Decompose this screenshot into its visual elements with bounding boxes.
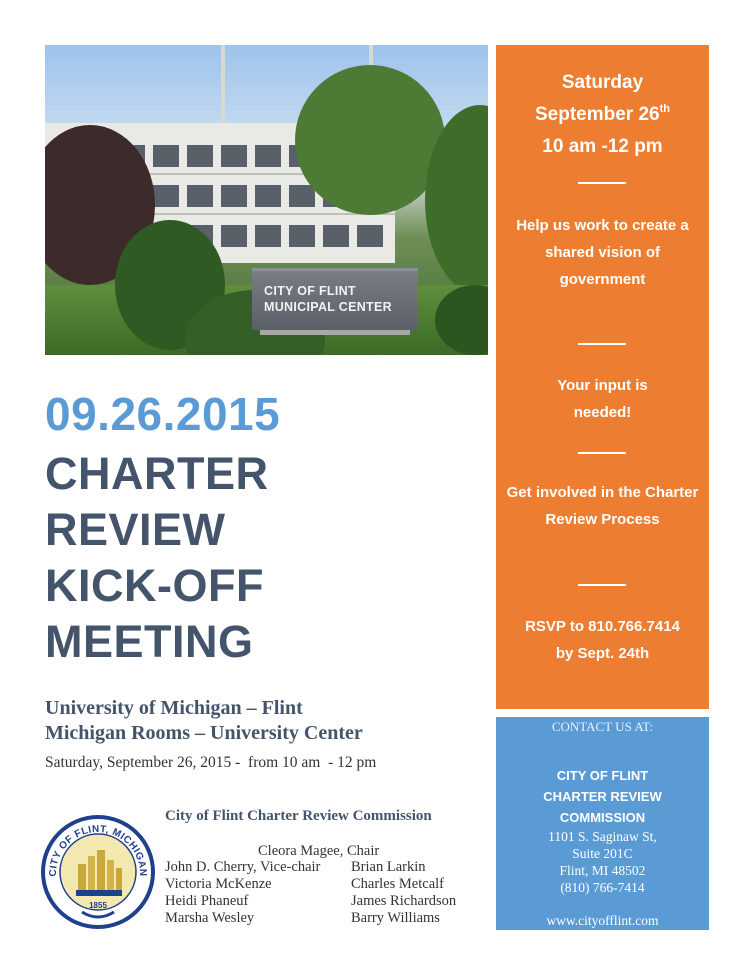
contact-heading: CONTACT US AT: xyxy=(551,719,654,734)
contact-panel xyxy=(496,717,709,930)
rsvp-message: RSVP to 810.766.7414 by Sept. 24th xyxy=(525,618,680,662)
sign-line-2: MUNICIPAL CENTER xyxy=(264,300,392,314)
event-datetime xyxy=(496,67,709,163)
divider xyxy=(578,343,626,345)
event-date-headline: 09.26.2015 xyxy=(45,388,281,440)
event-venue: University of Michigan – Flint Michigan Rooms – University Center xyxy=(45,697,363,744)
commission-name: City of Flint Charter Review Commission xyxy=(165,808,432,824)
municipal-center-photo xyxy=(45,45,488,355)
municipal-center-sign xyxy=(252,268,418,330)
event-title: CHARTER REVIEW KICK-OFF MEETING xyxy=(45,448,269,667)
divider xyxy=(578,584,626,586)
contact-phone: (810) 766-7414 xyxy=(560,880,645,895)
commission-members xyxy=(165,859,491,927)
input-message: Your input is needed! xyxy=(557,377,648,421)
seal-year: 1855 xyxy=(89,901,107,910)
website-link[interactable]: www.cityofflint.com xyxy=(546,913,659,928)
member-name: James Richardson xyxy=(351,893,457,909)
tree xyxy=(295,65,445,215)
event-when: Saturday, September 26, 2015 - from 10 am - 12 pm xyxy=(45,754,377,771)
contact-address: 1101 S. Saginaw St, Suite 201C Flint, MI 48502 (810) 766-7414 xyxy=(496,828,709,896)
event-date: September 26th xyxy=(534,103,670,125)
member-name: Barry Williams xyxy=(351,910,440,926)
commission-chair: Cleora Magee, Chair xyxy=(258,843,380,859)
involved-message: Get involved in the Charter Review Process xyxy=(506,484,699,528)
member-name: Charles Metcalf xyxy=(351,876,445,892)
member-name: Marsha Wesley xyxy=(165,910,255,926)
city-seal-icon xyxy=(38,812,158,932)
divider xyxy=(578,182,626,184)
event-time: 10 am -12 pm xyxy=(542,136,663,157)
member-name: Brian Larkin xyxy=(351,859,426,875)
member-name: John D. Cherry, Vice-chair xyxy=(165,859,321,875)
member-name: Heidi Phaneuf xyxy=(165,893,249,909)
member-name: Victoria McKenze xyxy=(165,876,272,892)
seal-text: CITY OF FLINT, MICHIGAN xyxy=(47,823,149,877)
help-message: Help us work to create a shared vision of government xyxy=(516,217,689,288)
contact-organization: CITY OF FLINT CHARTER REVIEW COMMISSION xyxy=(543,768,662,825)
event-details-panel xyxy=(496,45,709,709)
sign-line-1: CITY OF FLINT xyxy=(264,284,356,298)
event-day: Saturday xyxy=(561,72,644,93)
divider xyxy=(578,452,626,454)
